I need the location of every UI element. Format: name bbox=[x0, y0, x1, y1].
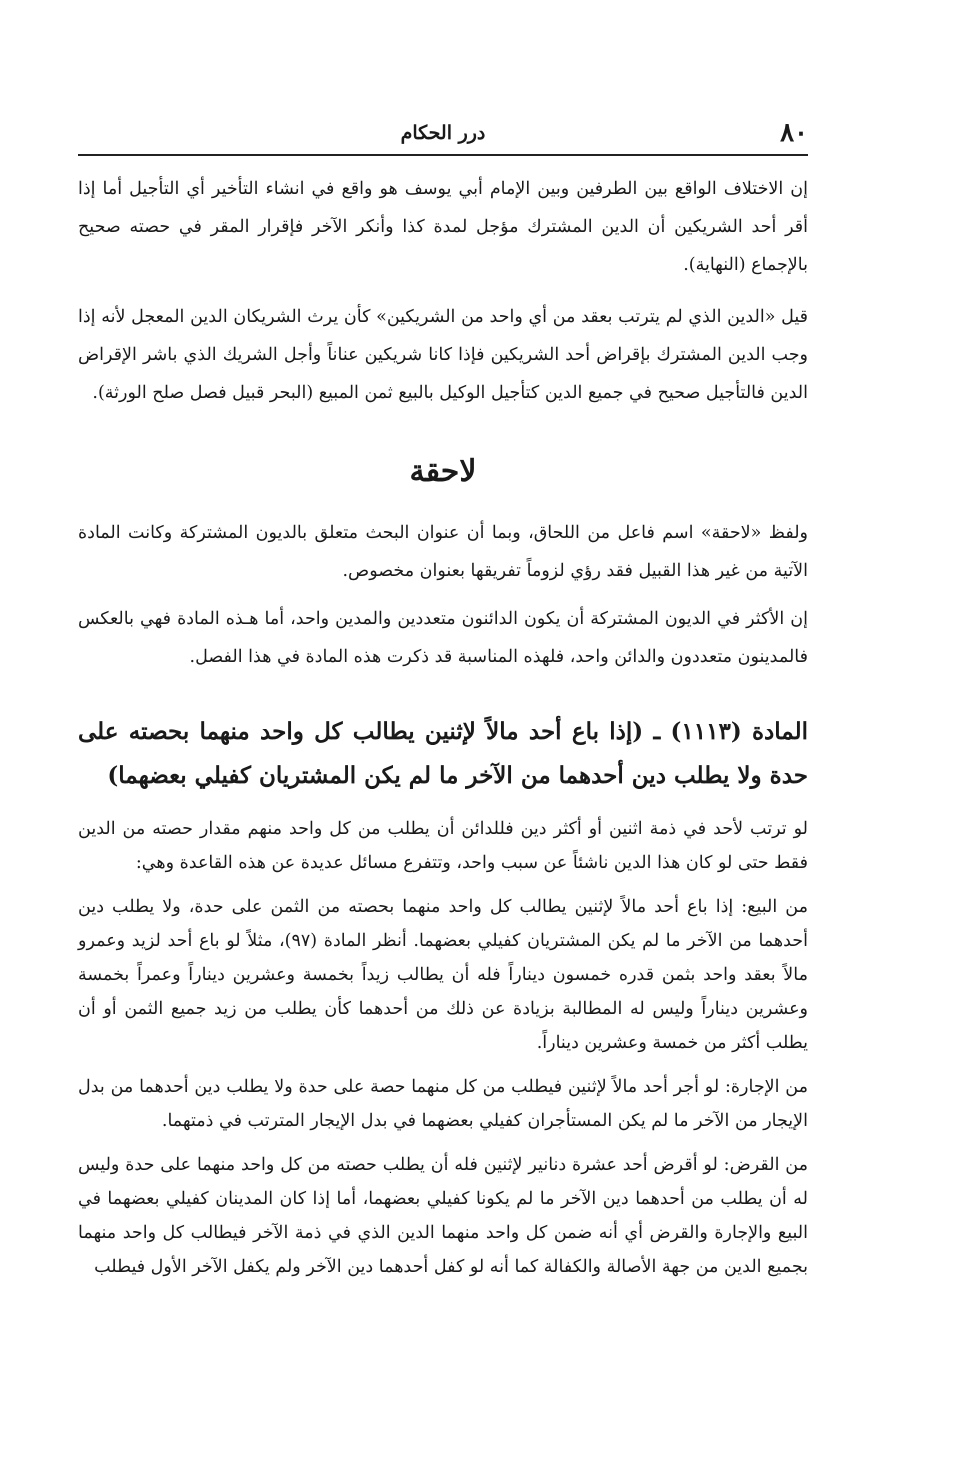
article-paragraph-sale: من البيع: إذا باع أحد مالاً لإثنين يطالب كل واحد منهما بحصته من الثمن على حدة، ولا يطلب دين أحدهما من الآخر ما لم يكن المشتريان كفيلي بعضهما. أنظر المادة (٩٧)، مثلاً لو باع أحد لزيد وعمرو مالاً بعقد واحد بثمن قدره خمسون ديناراً فله أن يطالب زيداً بخمسة وعشرين ديناراً وعمراً بخمسة وعشرين ديناراً وليس له المطالبة بزيادة عن ذلك من أحدهما كأن يطلب من زيد جميع الثمن أو أن يطلب أكثر من خمسة وعشرين ديناراً. bbox=[78, 897, 808, 1053]
article-heading: المادة (١١١٣) ـ (إذا باع أحد مالاً لإثنين يطالب كل واحد منهما بحصته على حدة ولا يطلب دين أحدهما من الآخر ما لم يكن المشتريان كفيلي بعضهما) bbox=[78, 718, 808, 789]
section-paragraph-2: إن الأكثر في الديون المشتركة أن يكون الدائنون متعددين والمدين واحد، أما هـذه المادة فهي بالعكس فالمدينون متعددون والدائن واحد، فلهذه المناسبة قد ذكرت هذه المادة في هذا الفصل. bbox=[78, 609, 808, 667]
page-header bbox=[78, 118, 808, 156]
paragraph-top-1: إن الاختلاف الواقع بين الطرفين وبين الإمام أبي يوسف هو واقع في انشاء التأخير أي التأجيل أما إذا أقر أحد الشريكين أن الدين المشترك مؤجل لمدة كذا وأنكر الآخر فإقرار المقر في حصته صحيح بالإجماع (النهاية). bbox=[78, 179, 808, 275]
article-paragraph-loan: من القرض: لو أقرض أحد عشرة دنانير لإثنين فله أن يطلب حصته من كل واحد منهما على حدة وليس له أن يطلب من أحدهما دين الآخر ما لم يكونا كفيلي بعضهما، أما إذا كان المدينان كفيلي بعضهما في البيع والإجارة والقرض أي أنه ضمن كل واحد منهما الدين الذي في ذمة الآخر فيطالب كل واحد منهما بجميع الدين من جهة الأصالة والكفالة كما أنه لو كفل أحدهما دين الآخر ولم يكفل الآخر الأول فيطلب bbox=[78, 1155, 808, 1277]
running-title: درر الحكام bbox=[400, 122, 486, 144]
page-number: ٨٠ bbox=[780, 118, 808, 148]
article-paragraph-lease: من الإجارة: لو أجر أحد مالاً لإثنين فيطلب من كل منهما حصة على حدة ولا يطلب دين أحدهما من بدل الإيجار من الآخر ما لم يكن المستأجران كفيلي بعضهما في بدل الإيجار المترتب في ذمتهما. bbox=[78, 1077, 808, 1131]
section-paragraph-1: ولفظ «لاحقة» اسم فاعل من اللحاق، وبما أن عنوان البحث متعلق بالديون المشتركة وكانت المادة الآتية من غير هذا القبيل فقد رؤي لزوماً تفريقها بعنوان مخصوص. bbox=[78, 523, 808, 581]
article-paragraph-1: لو ترتب لأحد في ذمة اثنين أو أكثر دين فللدائن أن يطلب من كل واحد منهم مقدار حصته من الدين فقط حتى لو كان هذا الدين ناشئاً عن سبب واحد، وتتفرع مسائل عديدة عن هذه القاعدة وهي: bbox=[78, 819, 808, 873]
document-page bbox=[78, 118, 808, 1284]
paragraph-top-2: قيل «الدين الذي لم يترتب بعقد من أي واحد من الشريكين» كأن يرث الشريكان الدين المعجل لأنه إذا وجب الدين المشترك بإقراض أحد الشريكين فإذا كانا شريكين عناناً وأجل الشريك الذي باشر الإقراض الدين فالتأجيل صحيح في جميع الدين كتأجيل الوكيل بالبيع ثمن المبيع (البحر قبيل فصل صلح الورثة). bbox=[78, 307, 808, 403]
section-heading: لاحقة bbox=[409, 454, 477, 489]
